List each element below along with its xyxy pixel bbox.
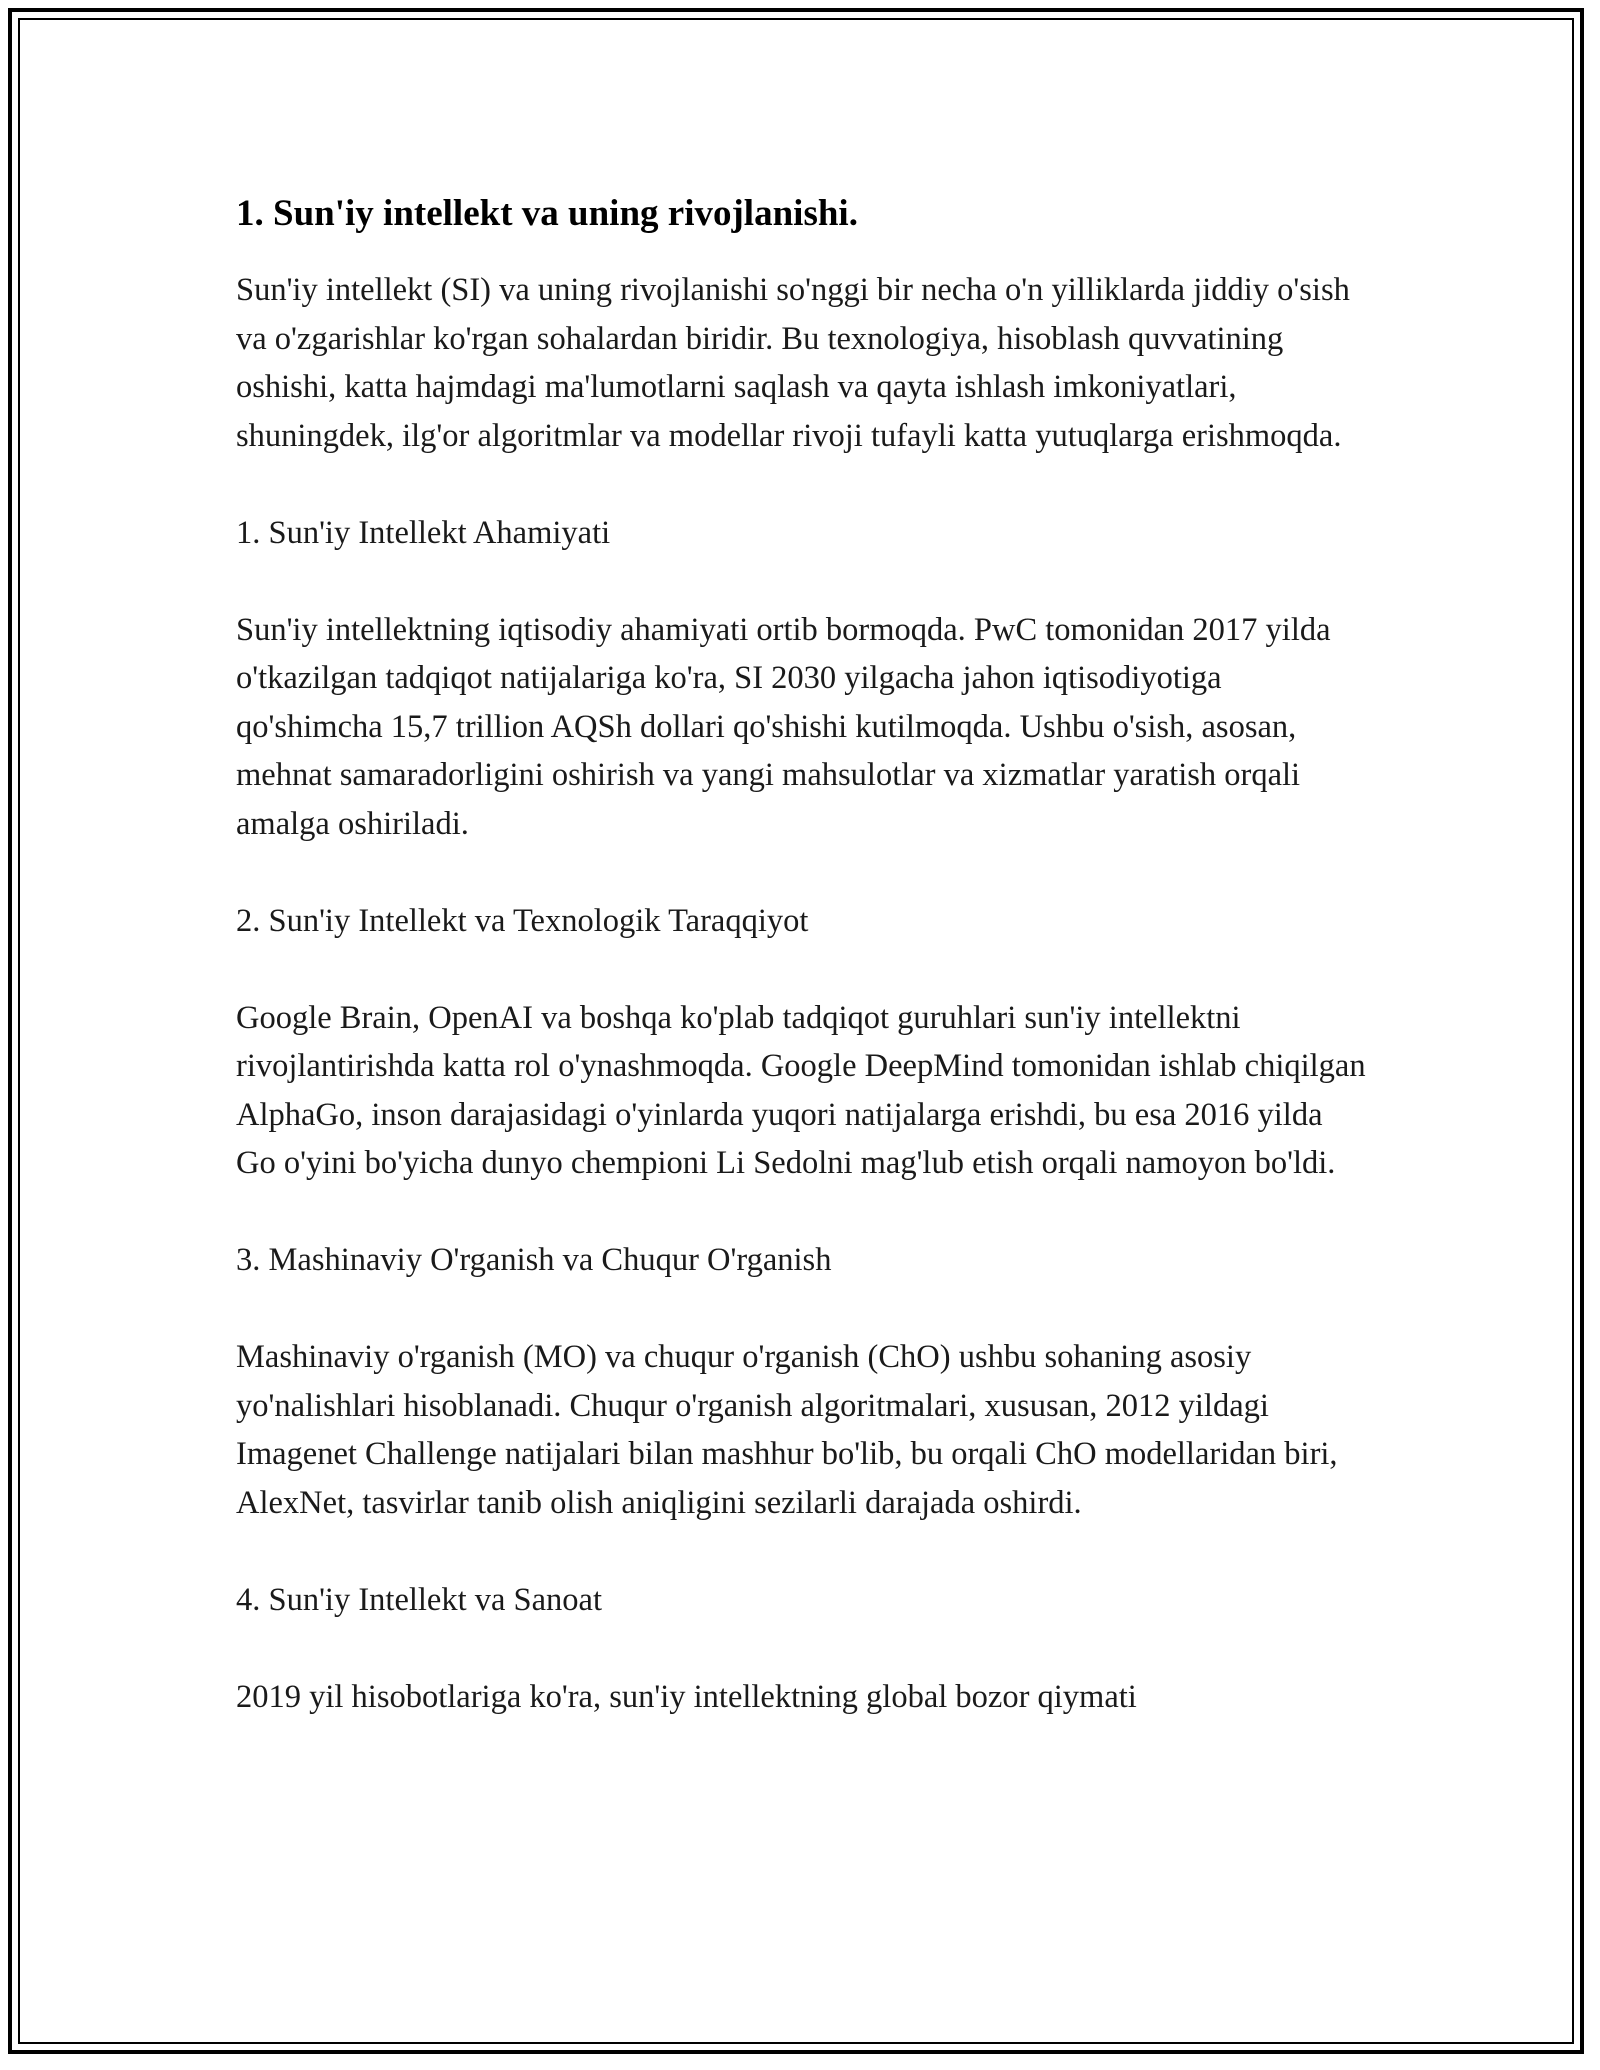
section-paragraph-1: Sun'iy intellektning iqtisodiy ahamiyati ortib bormoqda. PwC tomonidan 2017 yilda o'tkazilgan tadqiqot natijalariga ko'ra, SI 2030 yilgacha jahon iqtisodiyotiga qo'shimcha 15,7 trillion AQSh dollari qo'shishi kutilmoqda. Ushbu o'sish, asosan, mehnat samaradorligini oshirish va yangi mahsulotlar va xizmatlar yaratish orqali amalga oshiriladi. (236, 611, 1331, 842)
section-heading-3: 3. Mashinaviy O'rganish va Chuqur O'rganish (236, 1242, 832, 1278)
section-paragraph-2: Google Brain, OpenAI va boshqa ko'plab tadqiqot guruhlari sun'iy intellektni rivojlantirishda katta rol o'ynashmoqda. Google DeepMind tomonidan ishlab chiqilgan AlphaGo, inson darajasidagi o'yinlarda yuqori natijalarga erishdi, bu esa 2016 yilda Go o'yini bo'yicha dunyo chempioni Li Sedolni mag'lub etish orqali namoyon bo'ldi. (236, 999, 1366, 1181)
section-heading-4: 4. Sun'iy Intellekt va Sanoat (236, 1581, 603, 1618)
section-heading-2: 2. Sun'iy Intellekt va Texnologik Taraqqiyot (236, 902, 809, 939)
intro-paragraph: Sun'iy intellekt (SI) va uning rivojlanishi so'nggi bir necha o'n yilliklarda jiddiy o'sish va o'zgarishlar ko'rgan sohalardan biridir. Bu texnologiya, hisoblash quvvatining oshishi, katta hajmdagi ma'lumotlarni saqlash va qayta ishlash imkoniyatlari, shuningdek, ilg'or algoritmlar va modellar rivoji tufayli katta yutuqlarga erishmoqda. (236, 272, 1350, 454)
document-title: 1. Sun'iy intellekt va uning rivojlanishi. (236, 193, 858, 234)
section-heading-1: 1. Sun'iy Intellekt Ahamiyati (236, 514, 611, 551)
section-paragraph-3: Mashinaviy o'rganish (MO) va chuqur o'rganish (ChO) ushbu sohaning asosiy yo'nalishlari hisoblanadi. Chuqur o'rganish algoritmalari, xususan, 2012 yildagi Imagenet Challenge natijalari bilan mashhur bo'lib, bu orqali ChO modellaridan biri, AlexNet, tasvirlar tanib olish aniqligini sezilarli darajada oshirdi. (236, 1339, 1338, 1521)
document-body (236, 188, 1366, 1770)
section-paragraph-4: 2019 yil hisobotlariga ko'ra, sun'iy intellektning global bozor qiymati (236, 1678, 1137, 1715)
